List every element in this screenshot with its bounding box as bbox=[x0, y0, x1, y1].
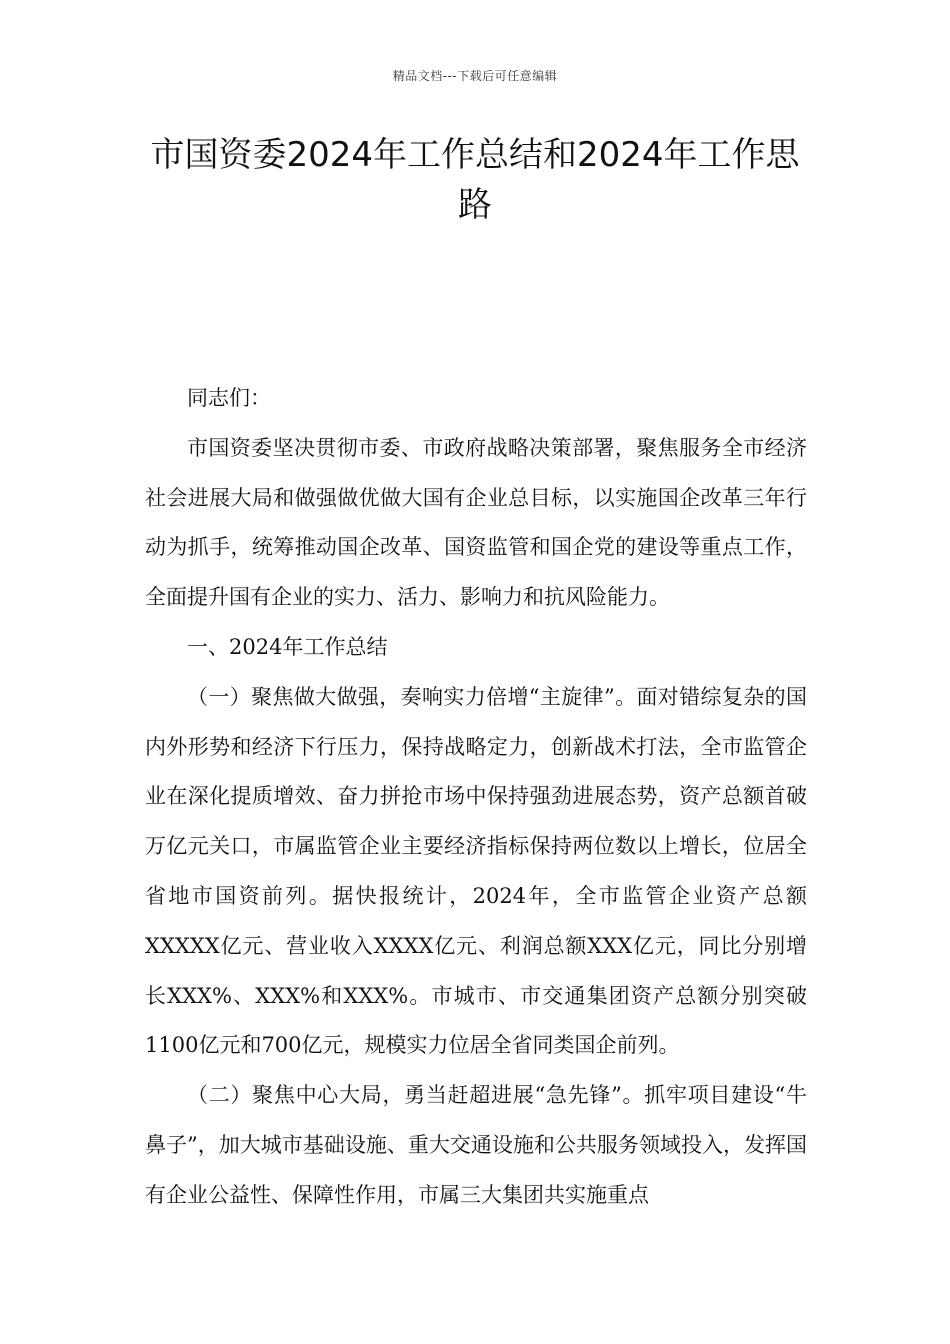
document-title: 市国资委2024年工作总结和2024年工作思路 bbox=[150, 135, 800, 225]
subsection-1-paragraph: （一）聚焦做大做强，奏响实力倍增“主旋律”。面对错综复杂的国内外形势和经济下行压力，保持战略定力，创新战术打法，全市监管企业在深化提质增效、奋力拼抢市场中保持强劲进展态势，资产总额首破万亿元关口，市属监管企业主要经济指标保持两位数以上增长，位居全省地市国资前列。据快报统计，2024年，全市监管企业资产总额XXXXX亿元、营业收入XXXX亿元、利润总额XXX亿元，同比分别增长XXX%、XXX%和XXX%。市城市、市交通集团资产总额分别突破1100亿元和700亿元，规模实力位居全省同类国企前列。 bbox=[145, 684, 807, 1058]
salutation-paragraph: 同志们： bbox=[187, 386, 271, 410]
intro-paragraph: 市国资委坚决贯彻市委、市政府战略决策部署，聚焦服务全市经济社会进展大局和做强做优做大国有企业总目标，以实施国企改革三年行动为抓手，统筹推动国企改革、国资监管和国企党的建设等重点工作，全面提升国有企业的实力、活力、影响力和抗风险能力。 bbox=[145, 435, 807, 610]
subsection-2-paragraph: （二）聚焦中心大局，勇当赶超进展“急先锋”。抓牢项目建设“牛鼻子”，加大城市基础设施、重大交通设施和公共服务领域投入，发挥国有企业公益性、保障性作用，市属三大集团共实施重点 bbox=[145, 1083, 807, 1207]
section-heading: 一、2024年工作总结 bbox=[187, 634, 388, 659]
document-body bbox=[145, 374, 807, 1221]
header-note: 精品文档---下载后可任意编辑 bbox=[392, 69, 558, 83]
